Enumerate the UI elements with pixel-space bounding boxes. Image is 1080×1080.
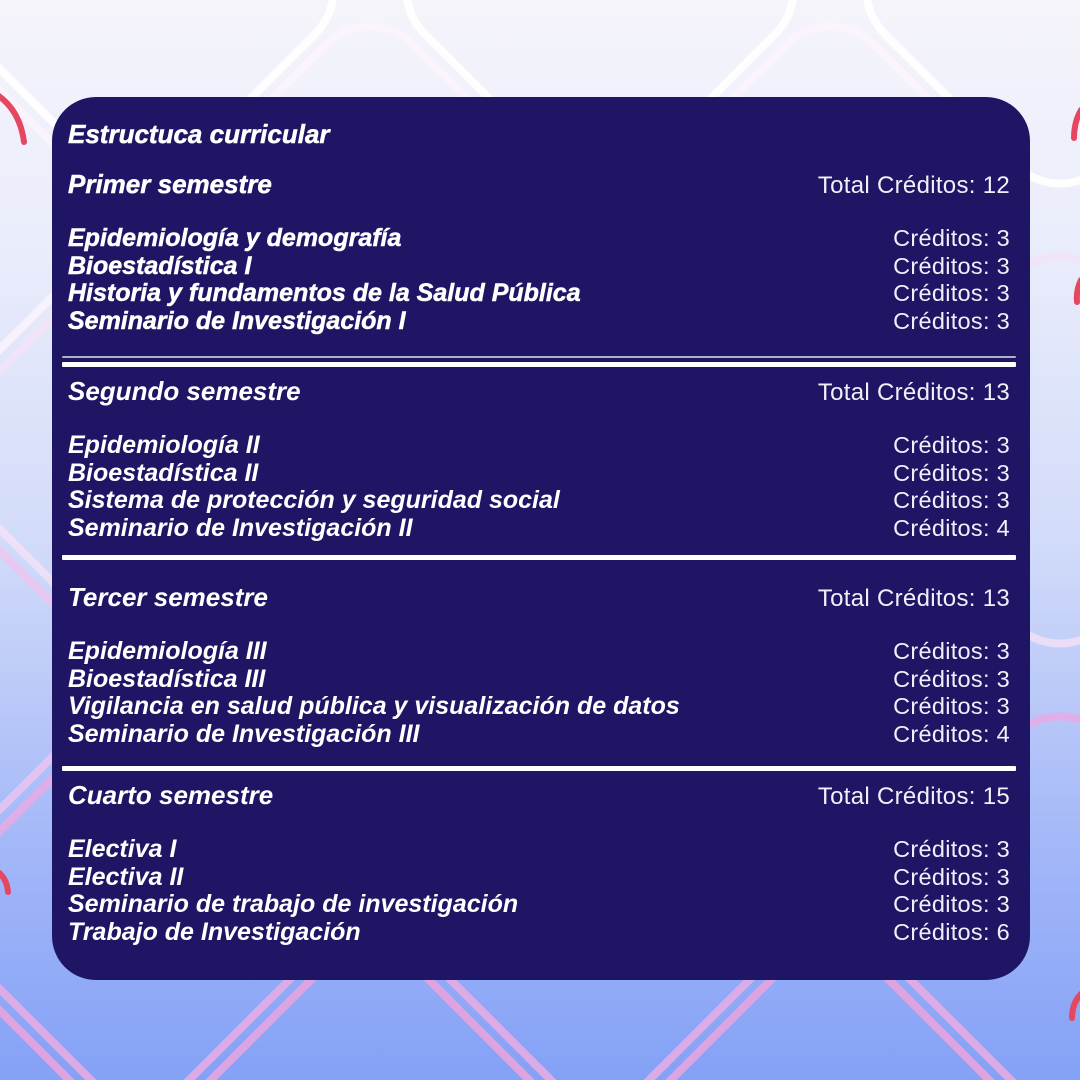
course-name: Sistema de protección y seguridad social — [68, 486, 560, 514]
course-credits: Créditos: 3 — [893, 252, 1010, 279]
course-credits: Créditos: 3 — [893, 863, 1010, 890]
course-name: Seminario de Investigación I — [68, 306, 406, 335]
section-divider — [62, 356, 1016, 367]
course-row — [68, 253, 1010, 281]
course-name: Bioestadística II — [68, 458, 259, 487]
semester-heading: Primer semestre — [68, 169, 272, 199]
course-name: Vigilancia en salud pública y visualización de datos — [68, 692, 680, 720]
semester-heading: Segundo semestre — [68, 376, 301, 406]
course-row — [68, 693, 1010, 721]
course-credits: Créditos: 4 — [893, 720, 1010, 747]
course-row — [68, 225, 1010, 253]
total-credits: Total Créditos: 13 — [817, 379, 1010, 406]
course-row — [68, 460, 1010, 488]
course-row — [68, 836, 1010, 864]
course-row — [68, 891, 1010, 919]
course-row — [68, 487, 1010, 515]
course-row — [68, 721, 1010, 749]
course-name: Seminario de trabajo de investigación — [68, 890, 519, 918]
course-credits: Créditos: 3 — [893, 459, 1010, 486]
course-row — [68, 515, 1010, 543]
course-name: Seminario de Investigación II — [68, 513, 413, 542]
course-name: Epidemiología II — [68, 431, 260, 459]
course-name: Bioestadística III — [68, 664, 266, 693]
course-row — [68, 919, 1010, 947]
section-divider — [62, 766, 1016, 771]
semester-section-4 — [68, 780, 1010, 946]
total-credits: Total Créditos: 13 — [817, 585, 1010, 612]
course-credits: Créditos: 3 — [893, 891, 1010, 917]
semester-section-2 — [68, 376, 1010, 542]
course-credits: Créditos: 3 — [893, 432, 1010, 458]
semester-heading: Cuarto semestre — [68, 780, 274, 810]
course-credits: Créditos: 3 — [893, 487, 1010, 513]
curriculum-card — [52, 97, 1030, 980]
course-credits: Créditos: 3 — [893, 638, 1010, 664]
course-name: Seminario de Investigación III — [68, 719, 420, 748]
course-credits: Créditos: 3 — [893, 307, 1010, 334]
course-row — [68, 432, 1010, 460]
course-credits: Créditos: 3 — [893, 665, 1010, 692]
total-credits: Total Créditos: 15 — [817, 783, 1010, 810]
course-credits: Créditos: 3 — [893, 836, 1010, 862]
course-name: Electiva II — [68, 862, 184, 891]
course-name: Electiva I — [68, 835, 177, 863]
course-credits: Créditos: 4 — [893, 514, 1010, 541]
total-credits: Total Créditos: 12 — [817, 172, 1010, 199]
course-row — [68, 280, 1010, 308]
semester-heading: Tercer semestre — [68, 582, 268, 612]
course-credits: Créditos: 6 — [893, 918, 1010, 945]
course-row — [68, 864, 1010, 892]
course-row — [68, 638, 1010, 666]
course-row — [68, 666, 1010, 694]
course-name: Trabajo de Investigación — [68, 917, 361, 946]
course-row — [68, 308, 1010, 336]
course-credits: Créditos: 3 — [893, 225, 1010, 251]
semester-section-3 — [68, 582, 1010, 748]
course-name: Bioestadística I — [68, 251, 252, 280]
course-credits: Créditos: 3 — [893, 693, 1010, 719]
course-credits: Créditos: 3 — [893, 280, 1010, 306]
course-name: Epidemiología y demografía — [68, 224, 402, 252]
semester-section-1 — [68, 169, 1010, 335]
page-title: Estructuca curricular — [68, 119, 330, 149]
section-divider — [62, 555, 1016, 560]
course-name: Epidemiología III — [68, 637, 267, 665]
course-name: Historia y fundamentos de la Salud Pública — [68, 279, 581, 307]
